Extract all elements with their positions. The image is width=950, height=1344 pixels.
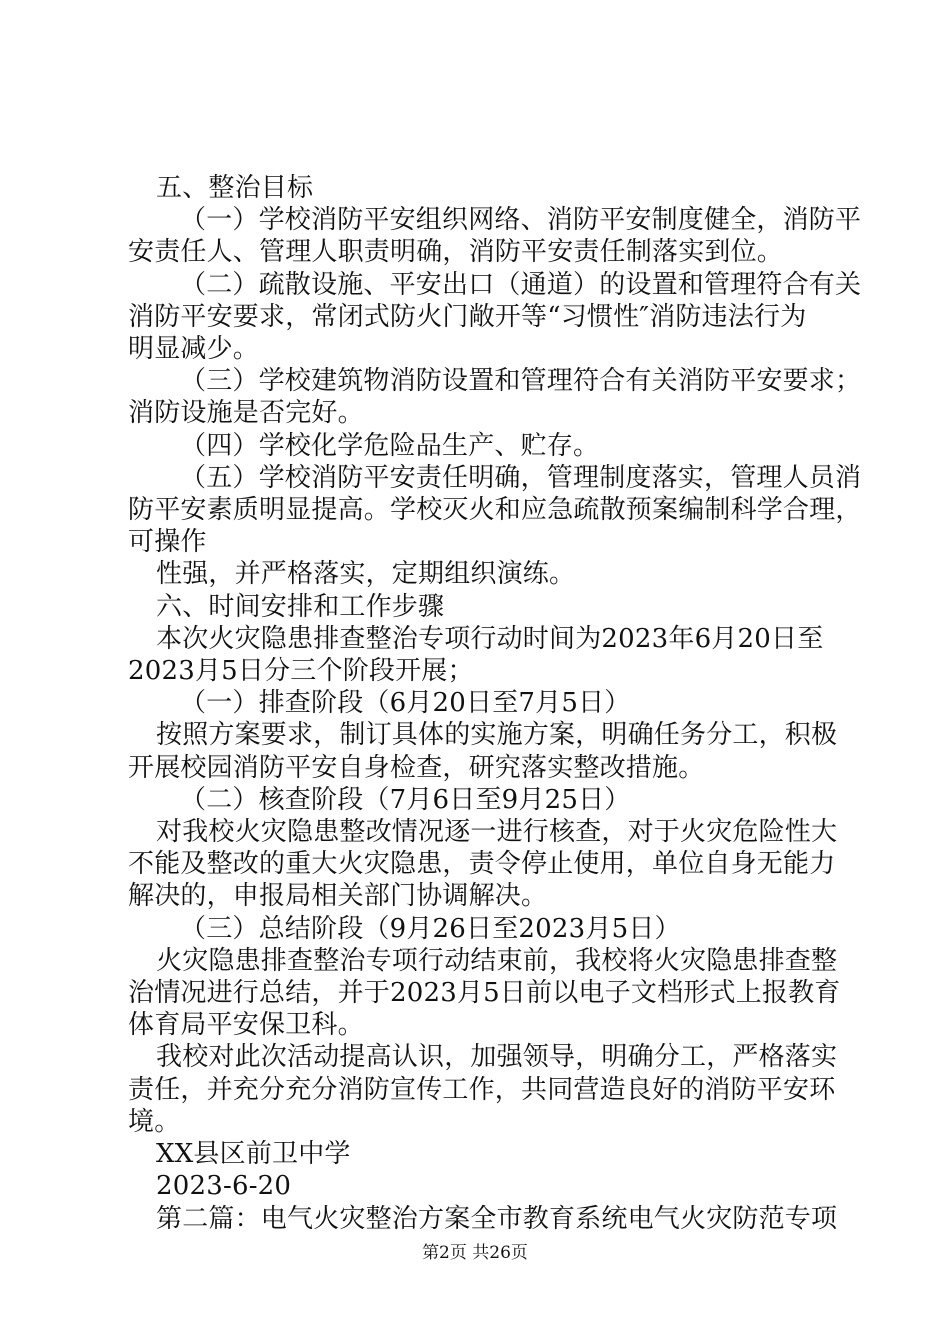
goal-3-line-1: （三）学校建筑物消防设置和管理符合有关消防平安要求；: [180, 366, 862, 397]
closing-line-1: 我校对此次活动提高认识，加强领导，明确分工，严格落实: [156, 1042, 838, 1073]
goal-5-line-4: 性强，并严格落实，定期组织演练。: [156, 559, 576, 590]
next-article-title: 第二篇：电气火灾整治方案全市教育系统电气火灾防范专项: [156, 1203, 838, 1234]
phase-2-line-3: 解决的，申报局相关部门协调解决。: [128, 881, 548, 912]
goal-1-line-2: 安责任人、管理人职责明确，消防平安责任制落实到位。: [128, 237, 784, 268]
goal-5-line-1: （五）学校消防平安责任明确，管理制度落实，管理人员消: [180, 462, 862, 493]
phase-1-line-1: 按照方案要求，制订具体的实施方案，明确任务分工，积极: [156, 720, 838, 751]
page-footer: 第2页 共26页: [422, 1243, 528, 1263]
goal-5-line-2: 防平安素质明显提高。学校灭火和应急疏散预案编制科学合理，: [128, 495, 862, 526]
signature-school: XX县区前卫中学: [156, 1139, 351, 1170]
goal-2-line-3: 明显减少。: [128, 334, 260, 365]
signature-date: 2023-6-20: [156, 1171, 292, 1202]
closing-line-3: 境。: [128, 1106, 181, 1137]
phase-3-heading: （三）总结阶段（9月26日至2023月5日）: [180, 913, 681, 944]
schedule-intro-line-2: 2023月5日分三个阶段开展；: [128, 656, 474, 687]
goal-2-line-1: （二）疏散设施、平安出口（通道）的设置和管理符合有关: [180, 269, 862, 300]
closing-line-2: 责任，并充分充分消防宣传工作，共同营造良好的消防平安环: [128, 1074, 836, 1105]
phase-3-line-3: 体育局平安保卫科。: [128, 1010, 364, 1041]
goal-3-line-2: 消防设施是否完好。: [128, 398, 364, 429]
goal-1-line-1: （一）学校消防平安组织网络、消防平安制度健全，消防平: [180, 205, 862, 236]
phase-3-line-1: 火灾隐患排查整治专项行动结束前，我校将火灾隐患排查整: [156, 945, 838, 976]
phase-3-line-2: 治情况进行总结，并于2023月5日前以电子文档形式上报教育: [128, 978, 841, 1009]
phase-2-line-2: 不能及整改的重大火灾隐患，责令停止使用，单位自身无能力: [128, 849, 836, 880]
schedule-intro-line-1: 本次火灾隐患排查整治专项行动时间为2023年6月20日至: [156, 623, 824, 654]
phase-1-line-2: 开展校园消防平安自身检查，研究落实整改措施。: [128, 752, 705, 783]
goal-4-line-1: （四）学校化学危险品生产、贮存。: [180, 430, 600, 461]
document-body: [128, 172, 862, 1235]
phase-2-line-1: 对我校火灾隐患整改情况逐一进行核查，对于火灾危险性大: [156, 817, 838, 848]
section-heading-goals: 五、整治目标: [156, 173, 314, 203]
goal-2-line-2: 消防平安要求，常闭式防火门敞开等“习惯性″消防违法行为: [128, 301, 807, 332]
section-heading-schedule: 六、时间安排和工作步骤: [156, 591, 445, 622]
phase-1-heading: （一）排查阶段（6月20日至7月5日）: [180, 688, 631, 719]
phase-2-heading: （二）核查阶段（7月6日至9月25日）: [180, 784, 631, 815]
goal-5-line-3: 可操作: [128, 527, 207, 558]
